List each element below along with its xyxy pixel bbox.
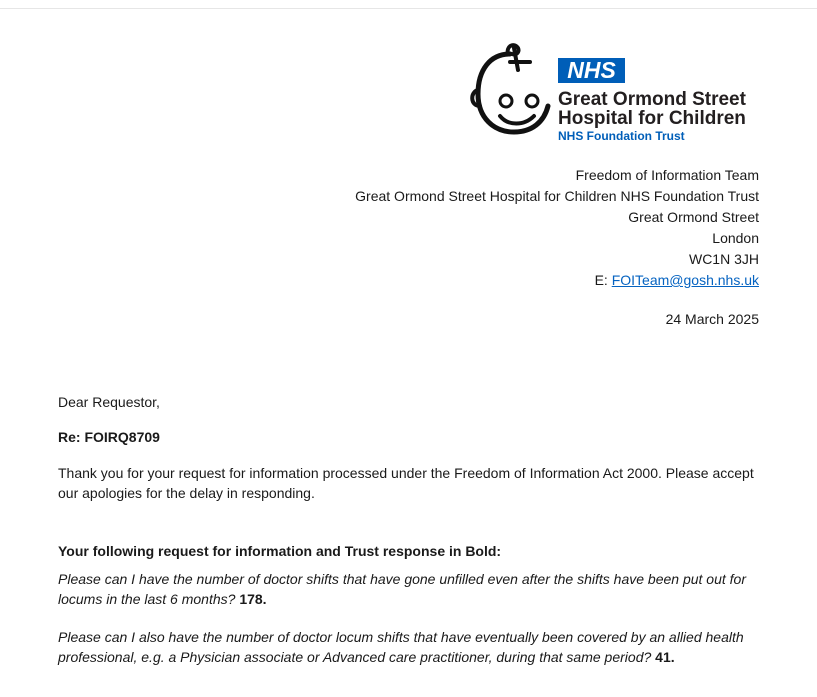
address-postcode: WC1N 3JH [688, 251, 759, 267]
answer-1: 178. [239, 591, 267, 607]
question-1 [58, 569, 758, 609]
email-prefix: E: [594, 272, 612, 288]
address-organisation: Great Ormond Street Hospital for Children NHS Foundation Trust [355, 188, 759, 204]
address-street: Great Ormond Street [628, 209, 759, 225]
question-1-text: Please can I have the number of doctor shifts that have gone unfilled even after the shifts have been put out for locums in the last 6 months? [58, 571, 746, 607]
question-2-text: Please can I also have the number of doctor locum shifts that have eventually been covered by an allied health professional, e.g. a Physician associate or Advanced care practitioner, during that same period? [58, 629, 744, 665]
request-heading: Your following request for information and Trust response in Bold: [58, 543, 502, 559]
letter-date: 24 March 2025 [665, 311, 759, 327]
reference-line: Re: FOIRQ8709 [58, 429, 160, 445]
question-2 [58, 627, 758, 667]
child-face-logo-icon [470, 40, 556, 140]
answer-2: 41. [655, 649, 675, 665]
logo-line-hospital-for-children: Hospital for Children [558, 108, 746, 129]
thanks-paragraph: Thank you for your request for information processed under the Freedom of Information Act 2000. Please accept our apologies for the delay in responding. [58, 465, 754, 501]
address-email-line [355, 270, 759, 291]
email-link[interactable]: FOITeam@gosh.nhs.uk [611, 272, 759, 288]
logo-line-foundation-trust: NHS Foundation Trust [558, 129, 685, 143]
gosh-logo [470, 40, 770, 143]
nhs-badge: NHS [558, 58, 625, 83]
sender-address [355, 165, 759, 291]
address-team: Freedom of Information Team [575, 167, 759, 183]
salutation: Dear Requestor, [58, 394, 160, 410]
logo-line-great-ormond-street: Great Ormond Street [558, 89, 746, 110]
address-city: London [712, 230, 759, 246]
